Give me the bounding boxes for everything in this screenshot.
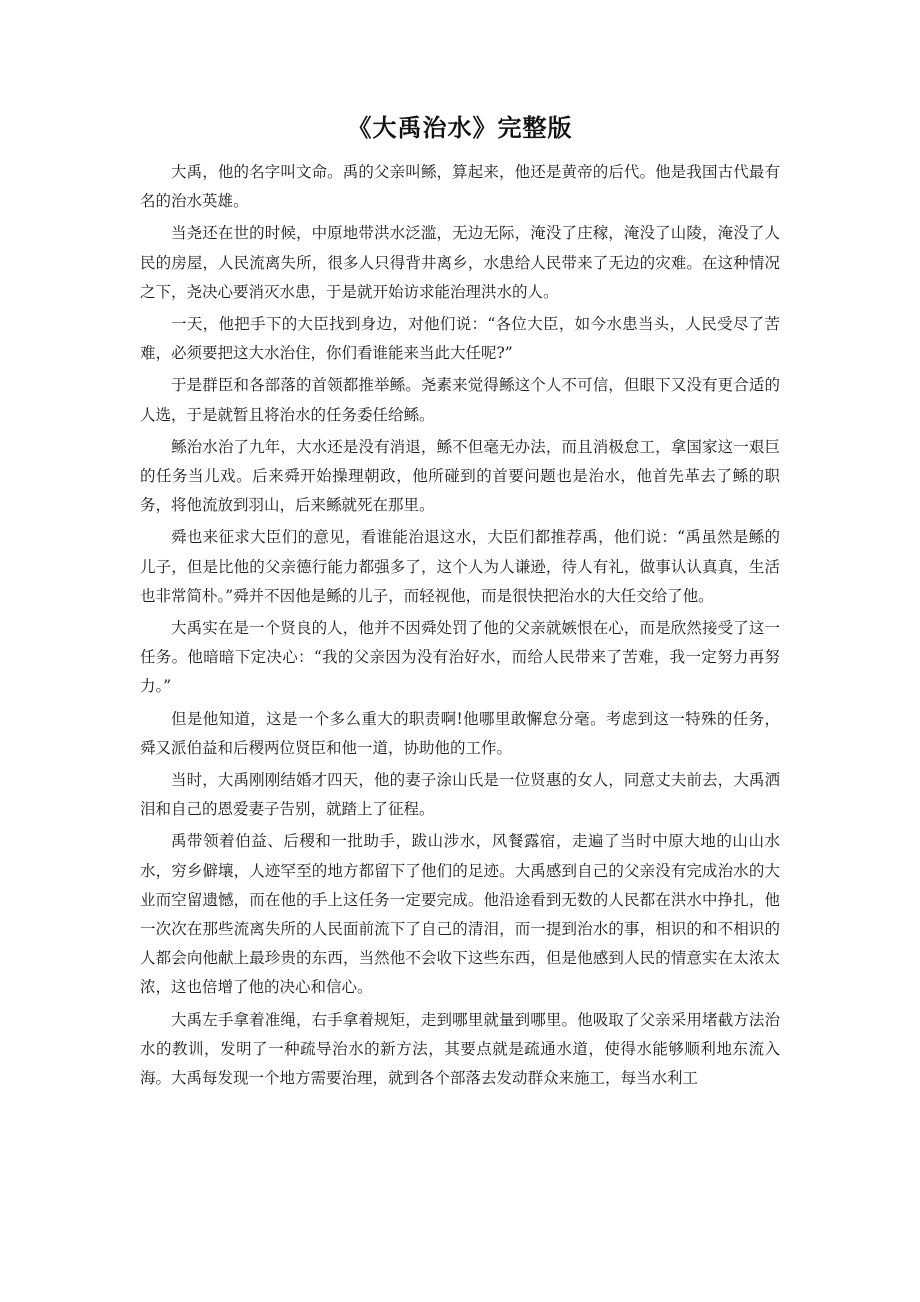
paragraph: 于是群臣和各部落的首领都推举鲧。尧素来觉得鲧这个人不可信，但眼下又没有更合适的人选，于是就暂且将治水的任务委任给鲧。	[140, 376, 780, 424]
paragraph: 禹带领着伯益、后稷和一批助手，跋山涉水，风餐露宿，走遍了当时中原大地的山山水水，穷乡僻壤，人迹罕至的地方都留下了他们的足迹。大禹感到自己的父亲没有完成治水的大业而空留遗憾，而在他的手上这任务一定要完成。他沿途看到无数的人民都在洪水中挣扎，他一次次在那些流离失所的人民面前流下了自己的清泪，而一提到治水的事，相识的和不相识的人都会向他献上最珍贵的东西，当然他不会收下这些东西，但是他感到人民的情意实在太浓太浓，这也倍增了他的决心和信心。	[140, 832, 780, 997]
paragraph: 大禹，他的名字叫文命。禹的父亲叫鲧，算起来，他还是黄帝的后代。他是我国古代最有名的治水英雄。	[140, 163, 780, 211]
paragraph: 但是他知道，这是一个多么重大的职责啊!他哪里敢懈怠分毫。考虑到这一特殊的任务，舜又派伯益和后稷两位贤臣和他一道，协助他的工作。	[140, 709, 780, 757]
paragraph: 当时，大禹刚刚结婚才四天，他的妻子涂山氏是一位贤惠的女人，同意丈夫前去，大禹洒泪和自己的恩爱妻子告别，就踏上了征程。	[140, 771, 780, 819]
paragraph: 当尧还在世的时候，中原地带洪水泛滥，无边无际，淹没了庄稼，淹没了山陵，淹没了人民的房屋，人民流离失所，很多人只得背井离乡，水患给人民带来了无边的灾难。在这种情况之下，尧决心要消灭水患，于是就开始访求能治理洪水的人。	[140, 224, 780, 301]
paragraph: 一天，他把手下的大臣找到身边，对他们说：“各位大臣，如今水患当头，人民受尽了苦难，必须要把这大水治住，你们看谁能来当此大任呢?”	[140, 315, 780, 363]
paragraph: 大禹实在是一个贤良的人，他并不因舜处罚了他的父亲就嫉恨在心，而是欣然接受了这一任务。他暗暗下定决心：“我的父亲因为没有治好水，而给人民带来了苦难，我一定努力再努力。”	[140, 619, 780, 696]
paragraph: 大禹左手拿着准绳，右手拿着规矩，走到哪里就量到哪里。他吸取了父亲采用堵截方法治水的教训，发明了一种疏导治水的新方法，其要点就是疏通水道，使得水能够顺利地东流入海。大禹每发现一个地方需要治理，就到各个部落去发动群众来施工，每当水利工	[140, 1010, 780, 1088]
document-title: 《大禹治水》完整版	[347, 114, 573, 142]
paragraph: 鲧治水治了九年，大水还是没有消退，鲧不但毫无办法，而且消极怠工，拿国家这一艰巨的任务当儿戏。后来舜开始操理朝政，他所碰到的首要问题也是治水，他首先革去了鲧的职务，将他流放到羽山，后来鲧就死在那里。	[140, 437, 780, 515]
paragraph: 舜也来征求大臣们的意见，看谁能治退这水，大臣们都推荐禹，他们说：“禹虽然是鲧的儿子，但是比他的父亲德行能力都强多了，这个人为人谦逊，待人有礼，做事认认真真，生活也非常简朴。”舜并不因他是鲧的儿子，而轻视他，而是很快把治水的大任交给了他。	[140, 528, 780, 605]
document-body	[140, 158, 780, 1096]
